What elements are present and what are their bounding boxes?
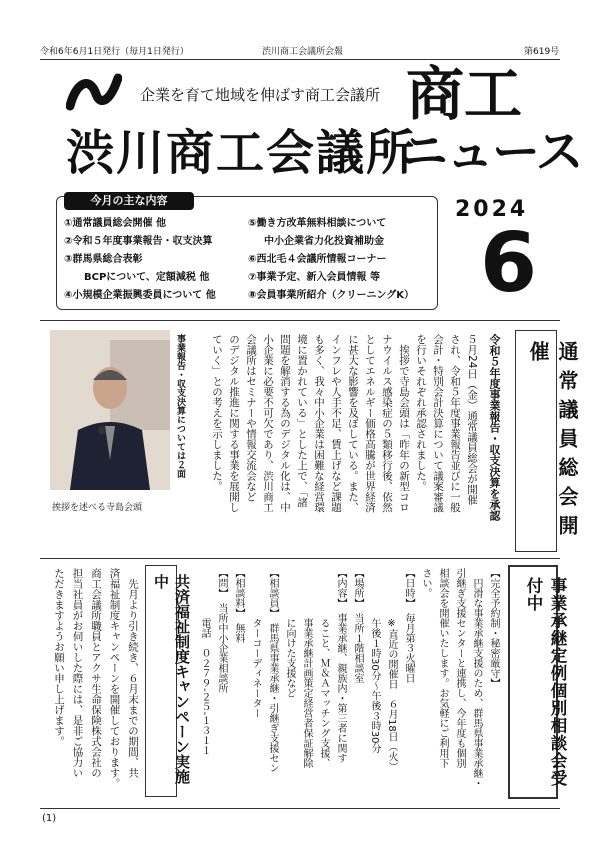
article1-body-line: インフレや人手不足、賃上げなど課題 xyxy=(330,334,342,513)
article2-body-line: さい。 xyxy=(420,568,431,598)
article2-body-line: 【問】 当所中小企業相談所 xyxy=(216,568,227,693)
article1-body-line: に甚大な影響を及ぼしている。また、 xyxy=(347,334,359,513)
article1-headline-box xyxy=(515,330,579,552)
article3-body-line: 担当社員がお伺いした際には、是非ご協力い xyxy=(71,568,84,778)
article3-body-line: ただきますようお願い申し上げます。 xyxy=(53,568,65,747)
article1-body-line: 問題を解消する為のデジタル化は、中 xyxy=(279,334,291,513)
toc-title: 今月の主な内容 xyxy=(64,192,194,210)
article2-body-line: 【相談員】 群馬県事業承継・引継ぎ支援セン xyxy=(267,568,278,773)
article2-body-line: 円滑な事業承継支援のため、群馬県事業承継・ xyxy=(471,568,482,788)
page-number: (1) xyxy=(42,813,57,824)
article2-body-line: 事業承継計画策定経営者保証解除 xyxy=(301,568,312,768)
article2-body-line: ること、Ｍ＆Ａマッチング支援、 xyxy=(318,568,329,768)
year: 2024 xyxy=(455,197,529,222)
article1-body-line: も多く、我々中小企業は困難な経営環 xyxy=(313,334,325,513)
section-rule xyxy=(40,320,560,321)
issue-date: 令和6年6月1日発行（毎月1日発行） xyxy=(40,47,189,57)
toc-item[interactable]: ①通常議員総会開催 他 xyxy=(64,218,166,229)
toc-item[interactable]: BCPについて、定額減税 他 xyxy=(84,272,210,283)
article2-body-line: 引継ぎ支援センターと連携し、今年度も個別 xyxy=(454,568,465,768)
title-line-1: 商工 xyxy=(406,60,523,128)
president-photo xyxy=(50,330,170,490)
issue-number: 第619号 xyxy=(524,47,560,57)
article2-body-line: 【内容】 事業承継、親族内・第三者に関す xyxy=(335,568,346,763)
article1-headline: 通常議員総会開催 xyxy=(526,341,579,544)
article1-body-line: ナウイルス感染症の５類移行後、依然 xyxy=(381,334,393,513)
footer-rule xyxy=(40,808,560,809)
toc-item[interactable]: ②令和５年度事業報告・収支決算 xyxy=(64,236,213,247)
article1-body-line: としてエネルギー価格高騰が世界経済 xyxy=(364,334,376,513)
article3-body-line: 先月より引き続き、６月末までの期間、共 xyxy=(127,568,139,778)
toc-item[interactable]: ③群馬県総合表彰 xyxy=(64,254,143,265)
article2-body-line: ※直近の開催日 ６月18日（火） xyxy=(386,568,397,772)
article1-body-line: 挨拶で寺島会頭は「昨年の新型コロ xyxy=(398,334,410,513)
article3-headline-box xyxy=(145,565,191,797)
toc-item[interactable]: ⑧会員事業所紹介（クリーニングK） xyxy=(248,290,415,301)
article1-body-line: され、令和５年度事業報告並びに一般 xyxy=(449,334,461,513)
article1-body xyxy=(198,334,480,552)
title-line-2: ニュース xyxy=(400,124,582,180)
article1-subhead: 令和５年度事業報告・収支決算を承認 xyxy=(488,334,501,521)
article2-body-line: ターコーディネーター xyxy=(250,568,261,718)
org-name: 渋川商工会議所 xyxy=(66,125,417,181)
article2-headline-box xyxy=(508,565,567,799)
article2-body-line: 相談会を開催いたします。お気軽にご利用下 xyxy=(437,568,448,768)
chamber-logo-icon xyxy=(66,72,122,112)
article1-body-line: ５月24日（金）通常議員総会が開催 xyxy=(466,334,478,505)
article1-note: 事業報告・収支決算については２面 xyxy=(175,334,185,478)
article2-body-line: 【場所】 当所１階相談室 xyxy=(352,568,363,683)
article2-body-line: に向けた支援など xyxy=(284,568,295,698)
article3-headline: 共済福祉制度キャンペーン実施中 xyxy=(152,574,191,784)
article1-body-line: ていく」との考えを示しました。 xyxy=(211,334,223,492)
toc-item[interactable]: 中小企業省力化投資補助金 xyxy=(264,236,384,247)
section-rule-2 xyxy=(40,558,560,559)
toc-item[interactable]: ⑦事業予定、新入会員情報 等 xyxy=(248,272,380,283)
article3-body-line: 済福祉制度キャンペーンを開催しております。 xyxy=(108,568,121,789)
article2-headline: 事業承継定例個別相談会受付中 xyxy=(524,577,567,787)
slogan: 企業を育て地域を伸ばす商工会議所 xyxy=(140,86,381,104)
article3-body-line: 商工会議所職員とアクサ生命保険株式会社の xyxy=(90,568,102,778)
article2-body-line: 【完全予約制・秘密厳守】 xyxy=(488,568,499,688)
person-photo-icon xyxy=(50,330,170,490)
article1-body-line: 小企業に必要不可欠であり、渋川商工 xyxy=(262,334,274,513)
article3-body xyxy=(48,568,142,800)
article1-body-line: 会計・特別会計決算について議案審議 xyxy=(432,334,444,513)
article1-body-line: 境に置かれている」とした上で、「諸 xyxy=(296,334,308,508)
article2-body-line: 電話 ０２７９‐２５‐１３１１ xyxy=(199,568,210,756)
toc-item[interactable]: ④小規模企業振興委員について 他 xyxy=(64,290,216,301)
toc-item[interactable]: ⑥西北毛４会議所情報コーナー xyxy=(248,254,387,265)
toc-item[interactable]: ⑤働き方改革無料相談について xyxy=(248,218,387,229)
article1-body-line: のデジタル推進に関する事業を展開し xyxy=(228,334,240,513)
article2-body-line: 【相談料】 無料 xyxy=(233,568,244,643)
article2-body-line: 【日時】 毎月第３火曜日 xyxy=(403,568,414,683)
article2-body xyxy=(180,568,502,800)
article2-body-line: 午後１時30分～午後３時30分 xyxy=(369,568,380,754)
photo-caption: 挨拶を述べる寺島会頭 xyxy=(52,503,143,513)
article1-body-line: を行いそれぞれ承認されました。 xyxy=(415,334,427,492)
publication-name: 渋川商工会議所会報 xyxy=(262,47,344,57)
article1-body-line: 会議所はセミナーや情報交流会など xyxy=(245,334,257,502)
month: 6 xyxy=(480,216,538,311)
